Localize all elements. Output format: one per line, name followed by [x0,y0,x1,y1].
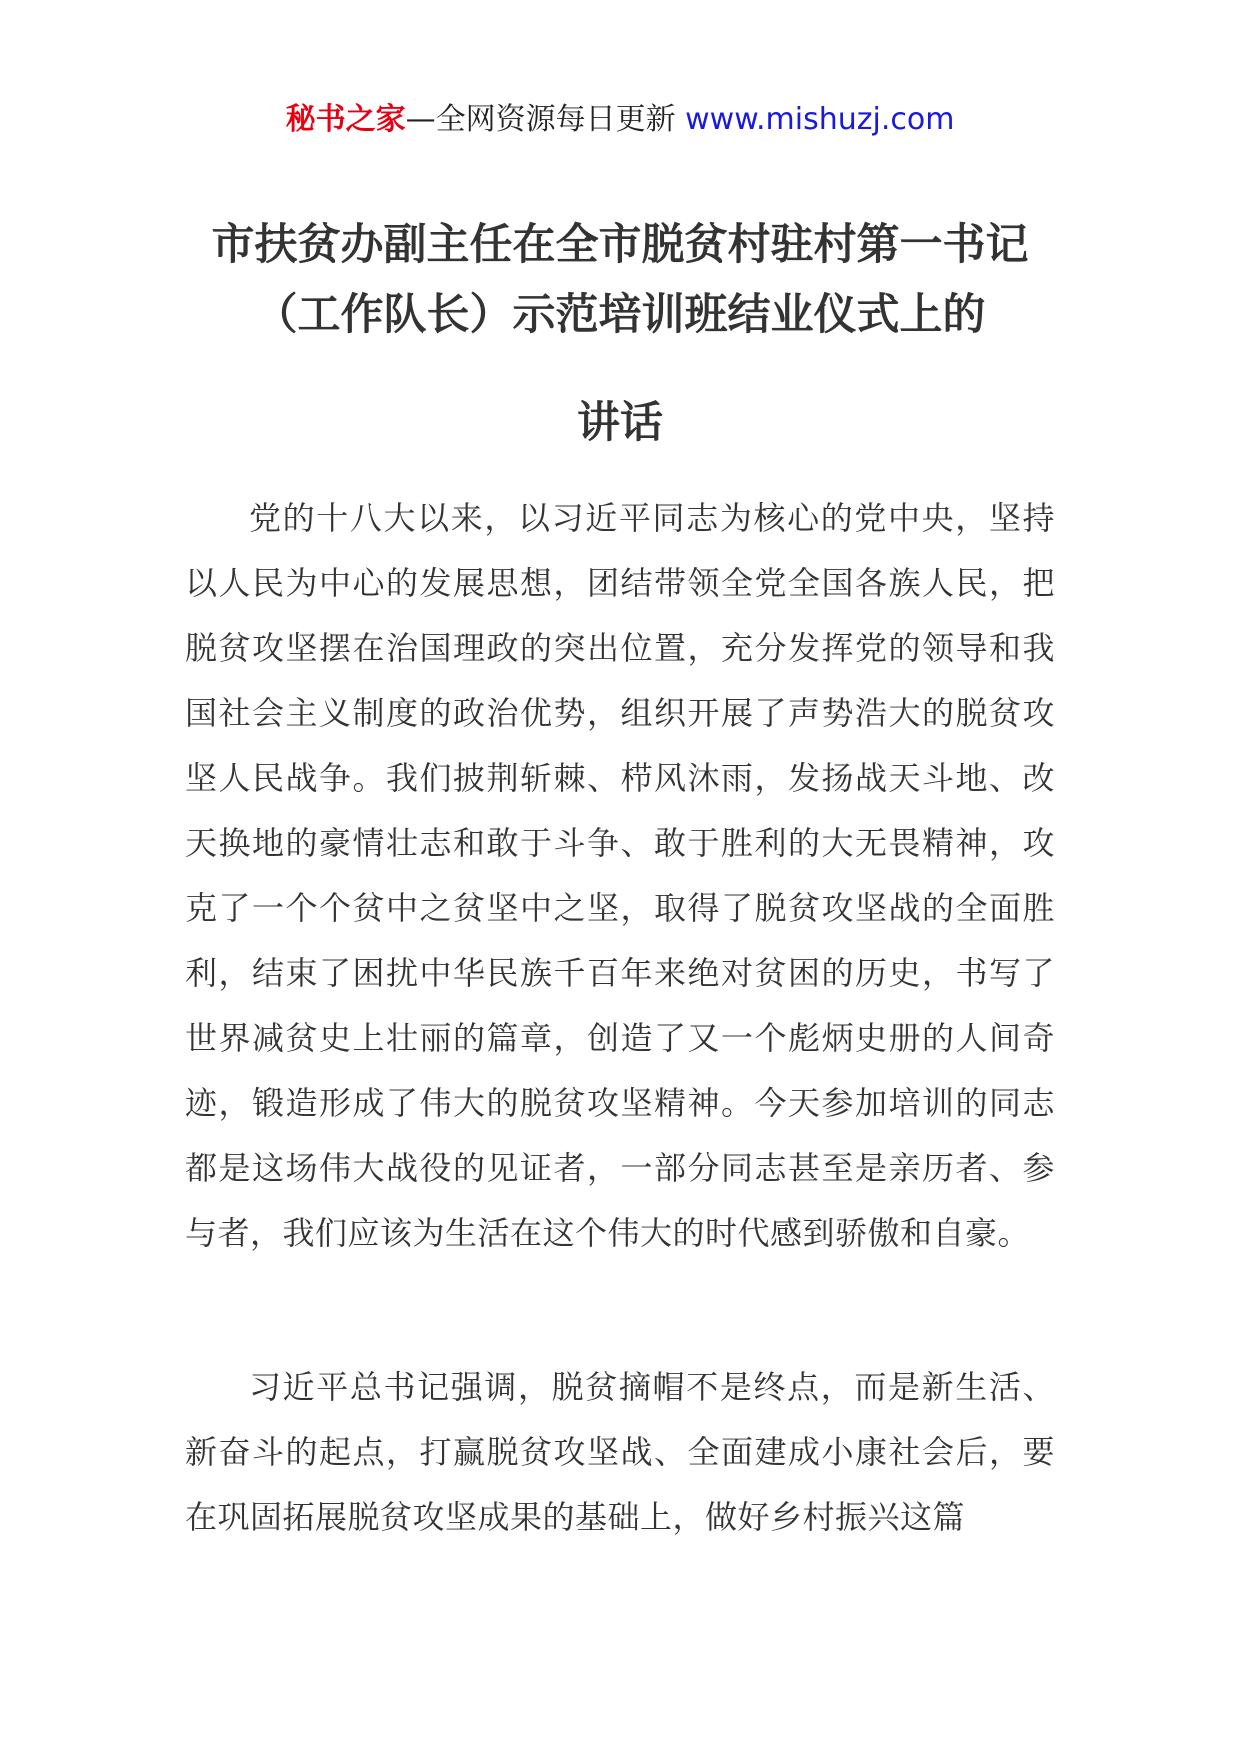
document-title-continued: 讲话 [577,398,663,448]
document-title: 市扶贫办副主任在全市脱贫村驻村第一书记（工作队长）示范培训班结业仪式上的 [211,220,1029,340]
brand-name: 秘书之家 [285,102,406,137]
header-tagline: —全网资源每日更新 [405,102,676,137]
paragraph-2: 习近平总书记强调，脱贫摘帽不是终点，而是新生活、新奋斗的起点，打赢脱贫攻坚战、全面建成小康社会后，要在巩固拓展脱贫攻坚成果的基础上，做好乡村振兴这篇 [185,1368,1055,1536]
paragraph-1: 党的十八大以来，以习近平同志为核心的党中央，坚持以人民为中心的发展思想，团结带领全党全国各族人民，把脱贫攻坚摆在治国理政的突出位置，充分发挥党的领导和我国社会主义制度的政治优势，组织开展了声势浩大的脱贫攻坚人民战争。我们披荆斩棘、栉风沐雨，发扬战天斗地、改天换地的豪情壮志和敢于斗争、敢于胜利的大无畏精神，攻克了一个个贫中之贫坚中之坚，取得了脱贫攻坚战的全面胜利，结束了困扰中华民族千百年来绝对贫困的历史，书写了世界减贫史上壮丽的篇章，创造了又一个彪炳史册的人间奇迹，锻造形成了伟大的脱贫攻坚精神。今天参加培训的同志都是这场伟大战役的见证者，一部分同志甚至是亲历者、参与者，我们应该为生活在这个伟大的时代感到骄傲和自豪。 [185,499,1055,1252]
site-url-link[interactable]: www.mishuzj.com [685,102,955,137]
site-header [0,98,1240,142]
